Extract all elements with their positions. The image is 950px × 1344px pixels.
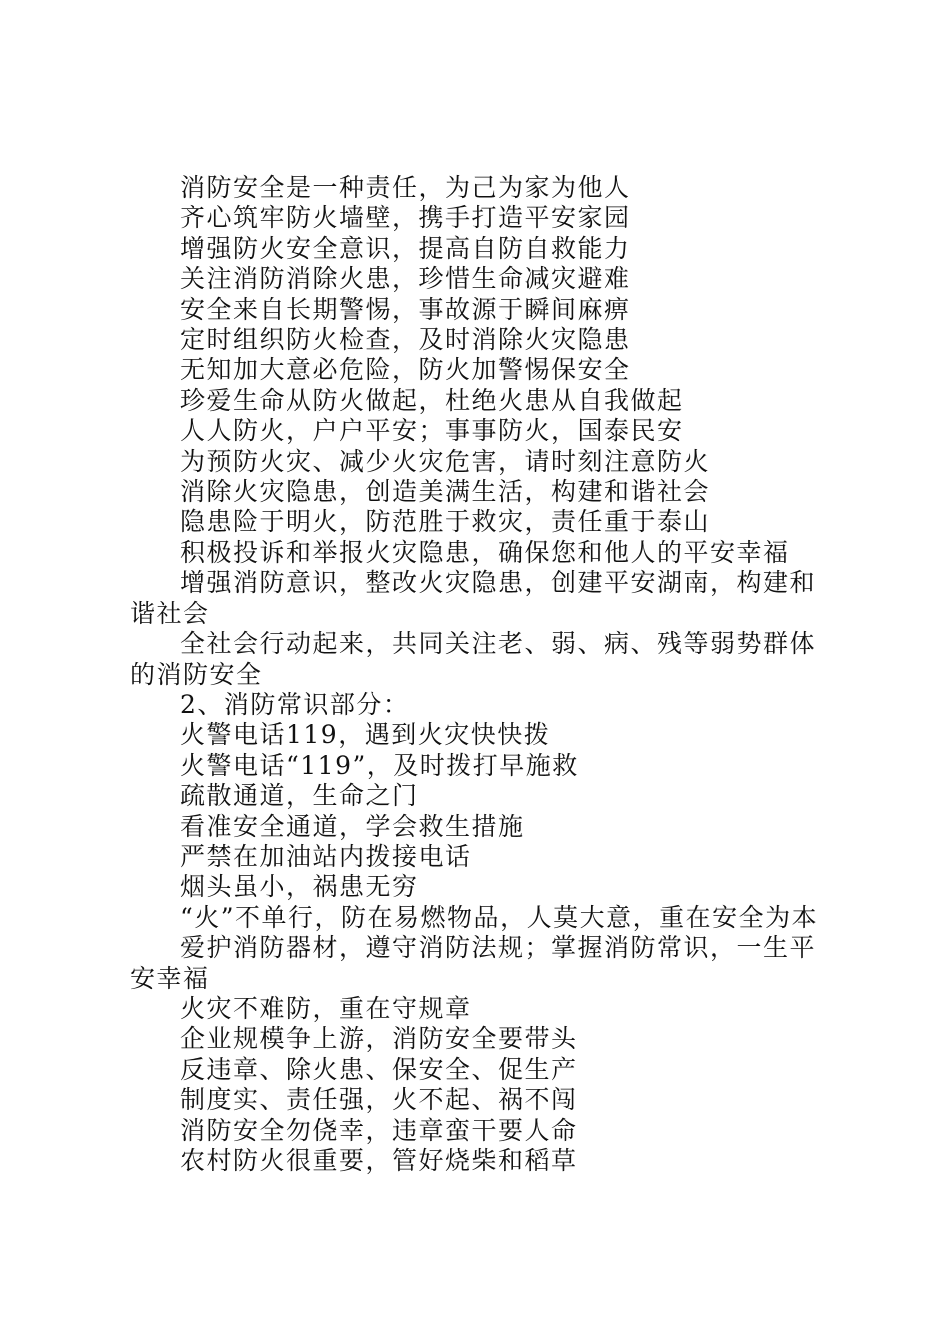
paragraph: 火灾不难防，重在守规章 (180, 993, 472, 1023)
paragraph: 消防安全勿侥幸，违章蛮干要人命 (180, 1115, 578, 1145)
paragraph: 珍爱生命从防火做起，杜绝火患从自我做起 (180, 385, 684, 415)
paragraph: 企业规模争上游，消防安全要带头 (180, 1024, 578, 1054)
paragraph: 齐心筑牢防火墙壁，携手打造平安家园 (180, 203, 631, 233)
paragraph: 定时组织防火检查，及时消除火灾隐患 (180, 325, 631, 355)
paragraph: 关注消防消除火患，珍惜生命减灾避难 (180, 264, 631, 294)
paragraph: 安全来自长期警惕，事故源于瞬间麻痹 (180, 294, 631, 324)
paragraph: 全社会行动起来，共同关注老、弱、病、残等弱势群体的消防安全 (130, 629, 817, 689)
paragraph: 增强消防意识，整改火灾隐患，创建平安湖南，构建和谐社会 (130, 568, 817, 628)
paragraph: 人人防火，户户平安；事事防火，国泰民安 (180, 416, 684, 446)
paragraph: 火警电话“119”，及时拨打早施救 (180, 750, 579, 780)
paragraph: 消除火灾隐患，创造美满生活，构建和谐社会 (180, 477, 711, 507)
paragraph: “火”不单行，防在易燃物品，人莫大意，重在安全为本 (180, 902, 819, 932)
document-body (130, 173, 830, 1176)
paragraph: 农村防火很重要，管好烧柴和稻草 (180, 1146, 578, 1175)
paragraph: 制度实、责任强，火不起、祸不闯 (180, 1085, 578, 1115)
paragraph: 积极投诉和举报火灾隐患，确保您和他人的平安幸福 (180, 537, 790, 567)
paragraph: 烟头虽小，祸患无穷 (180, 872, 419, 902)
paragraph: 无知加大意必危险，防火加警惕保安全 (180, 355, 631, 385)
paragraph: 隐患险于明火，防范胜于救灾，责任重于泰山 (180, 507, 711, 537)
paragraph: 爱护消防器材，遵守消防法规；掌握消防常识，一生平安幸福 (130, 933, 817, 993)
paragraph: 疏散通道，生命之门 (180, 781, 419, 811)
paragraph: 为预防火灾、减少火灾危害，请时刻注意防火 (180, 446, 711, 476)
section-heading: 2、消防常识部分： (180, 689, 410, 719)
paragraph: 反违章、除火患、保安全、促生产 (180, 1054, 578, 1084)
paragraph: 消防安全是一种责任，为己为家为他人 (180, 173, 631, 202)
paragraph: 火警电话119，遇到火灾快快拨 (180, 720, 551, 750)
paragraph: 增强防火安全意识，提高自防自救能力 (180, 233, 631, 263)
paragraph: 看准安全通道，学会救生措施 (180, 811, 525, 841)
paragraph: 严禁在加油站内拨接电话 (180, 841, 472, 871)
